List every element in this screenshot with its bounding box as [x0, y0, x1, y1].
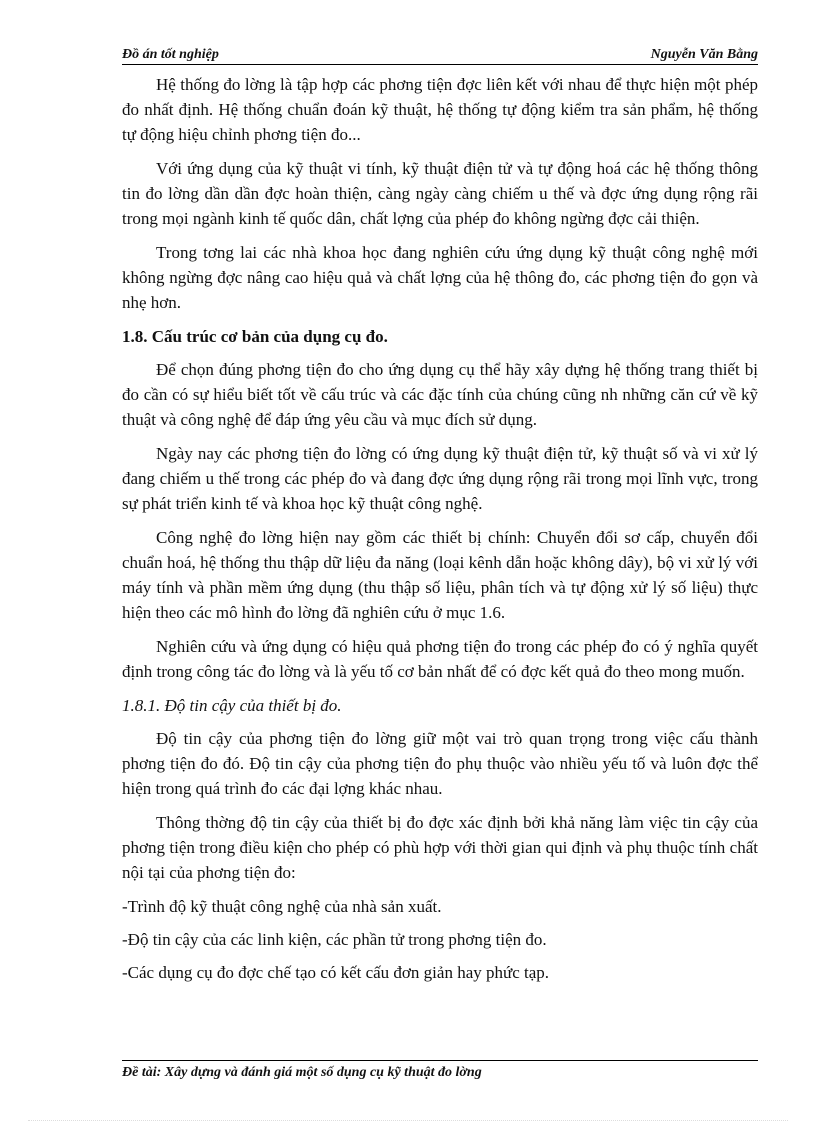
paragraph: Nghiên cứu và ứng dụng có hiệu quả phơng tiện đo trong các phép đo có ý nghĩa quyết định trong công tác đo lờng và là yếu tố cơ bản nhất để có đợc kết quả đo theo mong muốn. [122, 637, 758, 681]
section-heading: 1.8. Cấu trúc cơ bản của dụng cụ đo. [122, 327, 388, 346]
document-body [122, 72, 758, 993]
subsection-heading: 1.8.1. Độ tin cậy của thiết bị đo. [122, 696, 342, 715]
paragraph: Để chọn đúng phơng tiện đo cho ứng dụng cụ thể hãy xây dựng hệ thống trang thiết bị đo cần có sự hiểu biết tốt về cấu trúc và các đặc tính của chúng cũng nh những căn cứ về kỹ thuật và công nghệ để đáp ứng yêu cầu và mục đích sử dụng. [122, 360, 758, 429]
list-item: -Độ tin cậy của các linh kiện, các phần tử trong phơng tiện đo. [122, 930, 547, 949]
page-footer [122, 1060, 758, 1083]
footer-topic: Đề tài: Xây dựng và đánh giá một số dụng cụ kỹ thuật đo lờng [122, 1065, 482, 1080]
header-author: Nguyễn Văn Bằng [650, 47, 758, 62]
page-header [122, 44, 758, 65]
list-item: -Trình độ kỹ thuật công nghệ của nhà sản xuất. [122, 897, 442, 916]
header-left-text: Đồ án tốt nghiệp [122, 47, 219, 62]
paragraph: Hệ thống đo lờng là tập hợp các phơng tiện đợc liên kết với nhau để thực hiện một phép đo nhất định. Hệ thống chuẩn đoán kỹ thuật, hệ thống tự động kiểm tra sản phẩm, hệ thống tự động hiệu chỉnh phơng tiện đo... [122, 75, 758, 144]
paragraph: Ngày nay các phơng tiện đo lờng có ứng dụng kỹ thuật điện tử, kỹ thuật số và vi xử lý đang chiếm u thế trong các phép đo và đang đợc ứng dụng rộng rãi trong mọi lĩnh vực, trong sự phát triển kinh tế và khoa học kỹ thuật công nghệ. [122, 444, 758, 513]
paragraph: Trong tơng lai các nhà khoa học đang nghiên cứu ứng dụng kỹ thuật công nghệ mới không ngừng đợc nâng cao hiệu quả và chất lợng của hệ thông đo, các phơng tiện đo gọn và nhẹ hơn. [122, 243, 758, 312]
list-item: -Các dụng cụ đo đợc chế tạo có kết cấu đơn giản hay phức tạp. [122, 963, 550, 982]
paragraph: Thông thờng độ tin cậy của thiết bị đo đợc xác định bởi khả năng làm việc tin cậy của phơng tiện trong điều kiện cho phép có phù hợp với thời gian qui định và phụ thuộc tính chất nội tại của phơng tiện đo: [122, 813, 758, 882]
paragraph: Công nghệ đo lờng hiện nay gồm các thiết bị chính: Chuyển đổi sơ cấp, chuyển đổi chuẩn hoá, hệ thống thu thập dữ liệu đa năng (loại kênh dẫn hoặc không dây), bộ vi xử lý với máy tính và phần mềm ứng dụng (thu thập số liệu, phân tích và tự động xử lý số liệu) thực hiện theo các mô hình đo lờng đã nghiên cứu ở mục 1.6. [122, 528, 758, 622]
paragraph: Độ tin cậy của phơng tiện đo lờng giữ một vai trò quan trọng trong việc cấu thành phơng tiện đo đó. Độ tin cậy của phơng tiện đo phụ thuộc vào nhiều yếu tố và luôn đợc thể hiện trong quá trình đo các đại lợng khác nhau. [122, 729, 758, 798]
paragraph: Với ứng dụng của kỹ thuật vi tính, kỹ thuật điện tử và tự động hoá các hệ thống thông tin đo lờng dần dần đợc hoàn thiện, càng ngày càng chiếm u thế và đợc ứng dụng rộng rãi trong mọi ngành kinh tế quốc dân, chất lợng của phép đo không ngừng đợc cải thiện. [122, 159, 758, 228]
page-bottom-divider [28, 1120, 788, 1121]
